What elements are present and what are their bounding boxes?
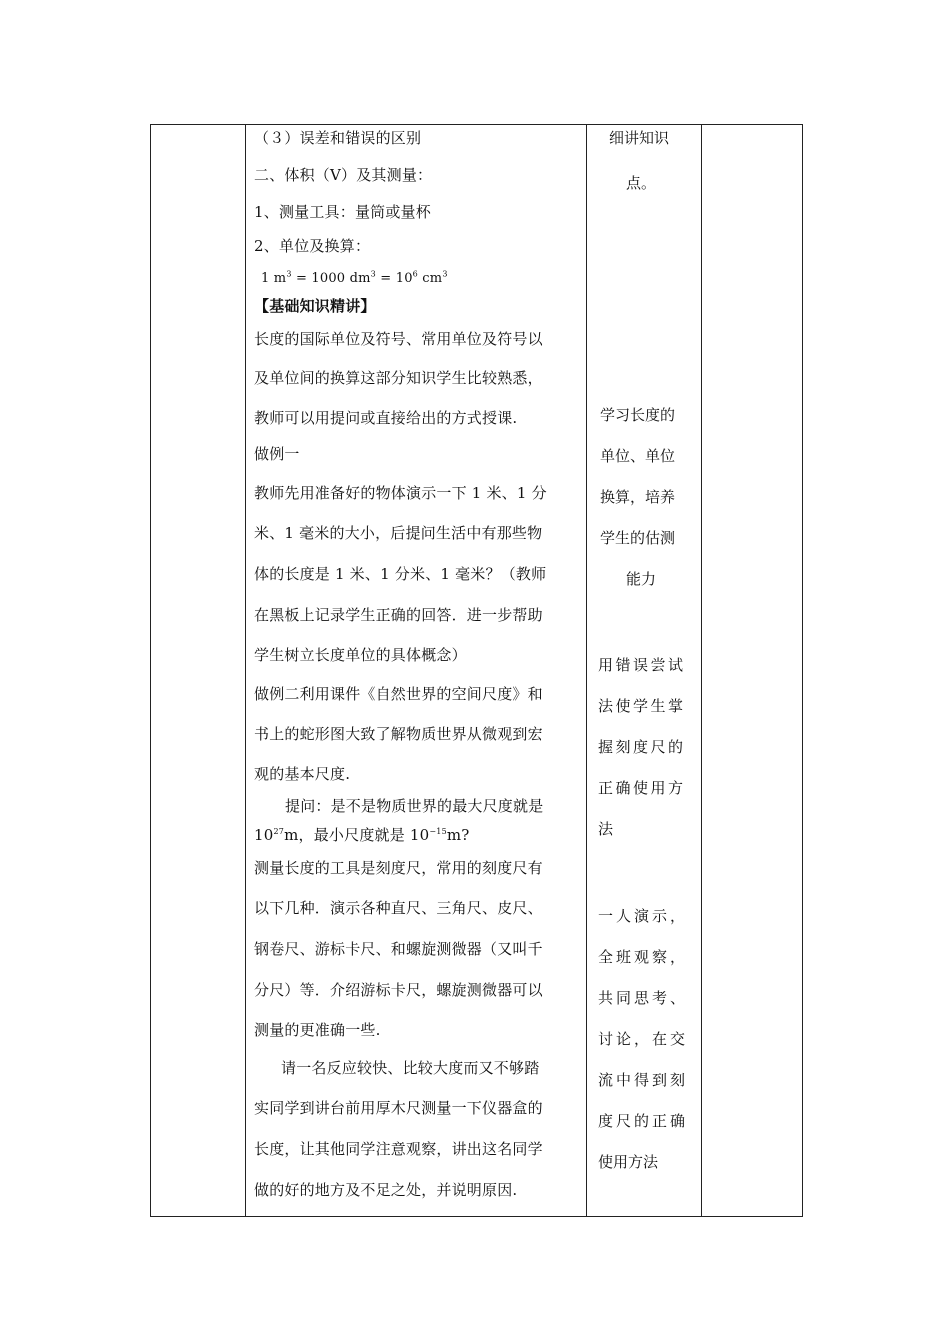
note-line: 单位、单位 <box>600 447 676 465</box>
content-line: 请一名反应较快、比较大度而又不够踏 <box>281 1059 540 1077</box>
content-line: 教师可以用提问或直接给出的方式授课. <box>254 409 518 427</box>
note-line: 能力 <box>626 570 657 588</box>
note-line: 点。 <box>626 174 657 192</box>
note-line: 全班观察， <box>598 948 689 966</box>
content-line: 书上的蛇形图大致了解物质世界从微观到宏 <box>254 725 543 743</box>
content-line: （３）误差和错误的区别 <box>254 129 422 147</box>
note-line: 学习长度的 <box>600 406 676 424</box>
content-line: 米、1 毫米的大小，后提问生活中有那些物 <box>254 524 543 542</box>
content-line: 长度的国际单位及符号、常用单位及符号以 <box>254 330 543 348</box>
content-line: 分尺）等．介绍游标卡尺，螺旋测微器可以 <box>254 981 543 999</box>
note-line: 用错误尝试 <box>598 656 686 674</box>
content-line: 2、单位及换算： <box>254 237 371 255</box>
note-line: 度尺的正确 <box>598 1112 689 1130</box>
empty-left-cell <box>151 125 246 1217</box>
content-line: 及单位间的换算这部分知识学生比较熟悉， <box>254 369 543 387</box>
note-line: 换算，培养 <box>600 488 676 506</box>
note-line: 学生的估测 <box>600 529 676 547</box>
note-line: 细讲知识 <box>609 129 670 147</box>
note-line: 法 <box>598 820 614 838</box>
content-line: 长度，让其他同学注意观察，讲出这名同学 <box>254 1140 543 1158</box>
content-line: 测量长度的工具是刻度尺，常用的刻度尺有 <box>254 859 543 877</box>
lesson-table <box>150 124 803 1217</box>
note-line: 共同思考、 <box>598 989 689 1007</box>
note-line: 法使学生掌 <box>598 697 686 715</box>
note-line: 流中得到刻 <box>598 1071 689 1089</box>
note-line: 一人演示， <box>598 907 689 925</box>
content-line: 提问：是不是物质世界的最大尺度就是 <box>285 797 544 815</box>
content-line: 二、体积（V）及其测量： <box>254 166 433 184</box>
scale-line: $10^{27}m$，最小尺度就是 $10^{-15}m$? <box>254 826 470 844</box>
content-line: 体的长度是 1 米、1 分米、1 毫米？（教师 <box>254 565 547 583</box>
content-line: 钢卷尺、游标卡尺、和螺旋测微器（又叫千 <box>254 940 543 958</box>
content-line: 学生树立长度单位的具体概念） <box>254 646 467 664</box>
note-line: 握刻度尺的 <box>598 738 686 756</box>
content-line: 做例一 <box>254 445 300 463</box>
content-line: 在黑板上记录学生正确的回答．进一步帮助 <box>254 606 543 624</box>
content-line: 观的基本尺度. <box>254 765 351 783</box>
content-line: 1、测量工具：量筒或量杯 <box>254 203 431 221</box>
content-line: 以下几种．演示各种直尺、三角尺、皮尺、 <box>254 899 543 917</box>
content-line: 实同学到讲台前用厚木尺测量一下仪器盒的 <box>254 1099 543 1117</box>
content-line: 做例二利用课件《自然世界的空间尺度》和 <box>254 685 543 703</box>
content-line: 教师先用准备好的物体演示一下 1 米、1 分 <box>254 484 547 502</box>
empty-right-cell <box>702 125 803 1217</box>
content-line: 测量的更准确一些. <box>254 1021 381 1039</box>
note-line: 讨论，在交 <box>598 1030 689 1048</box>
content-line: 做的好的地方及不足之处，并说明原因. <box>254 1181 518 1199</box>
section-heading: 【基础知识精讲】 <box>254 297 376 315</box>
note-line: 使用方法 <box>598 1153 659 1171</box>
volume-conversion-formula: 1 $m^3 = 1000$ $dm^3 = 10^6$ $cm^3$ <box>261 269 448 286</box>
note-line: 正确使用方 <box>598 779 686 797</box>
